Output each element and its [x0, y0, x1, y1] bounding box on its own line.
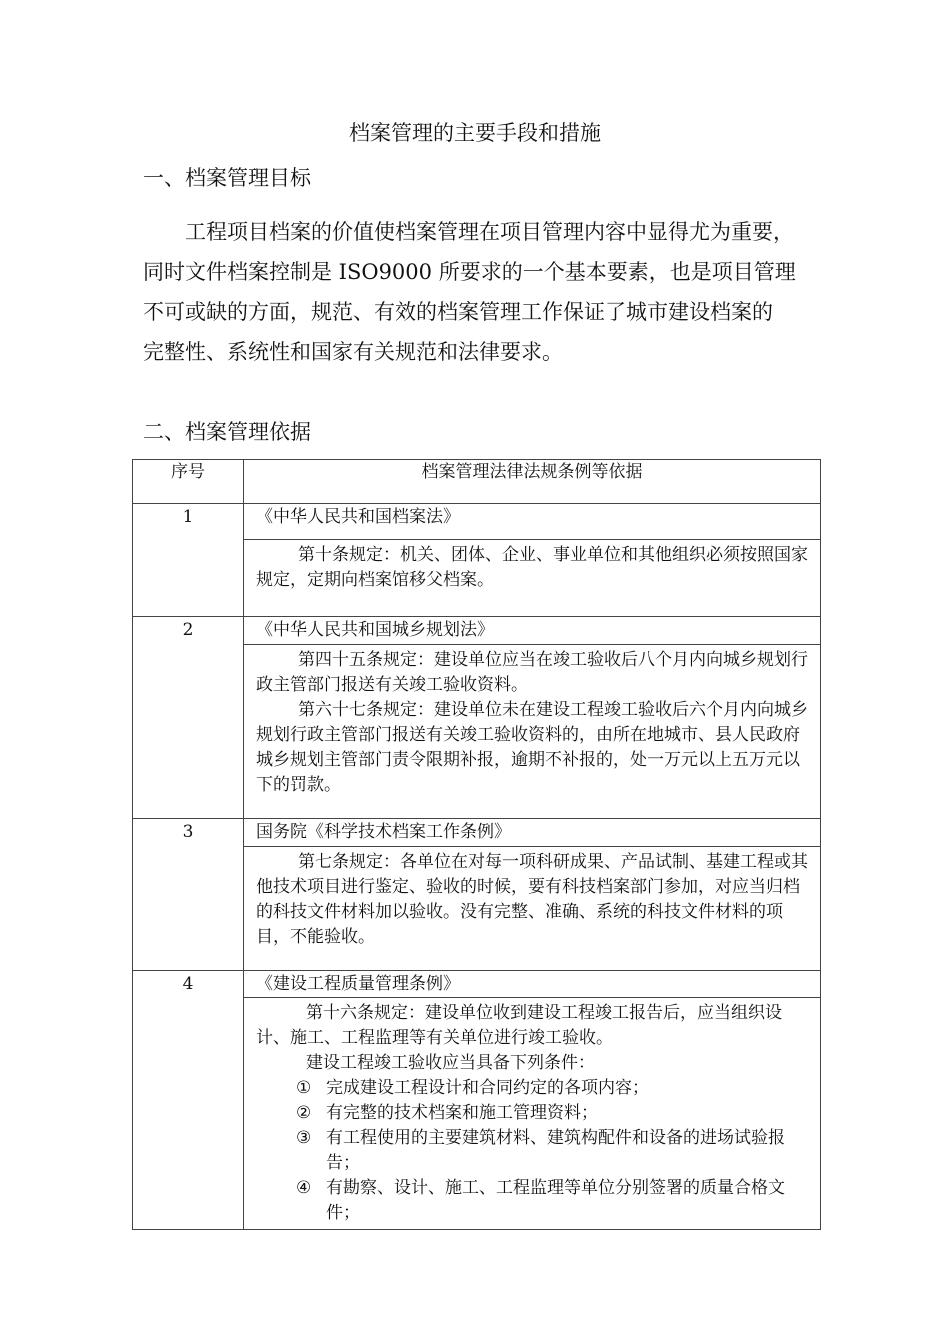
goals-paragraph [143, 212, 833, 372]
table-row [133, 617, 821, 645]
law-title: 《建设工程质量管理条例》 [244, 971, 821, 998]
list-marker: ② [296, 1103, 312, 1123]
section-heading-basis: 二、档案管理依据 [143, 420, 311, 444]
goals-line: 工程项目档案的价值使档案管理在项目管理内容中显得尤为重要， [185, 220, 794, 244]
table-row [133, 819, 821, 847]
law-title: 《中华人民共和国城乡规划法》 [244, 617, 821, 645]
table-header-row [133, 460, 821, 504]
row-number: 3 [133, 819, 244, 971]
goals-line: 同时文件档案控制是 ISO9000 所要求的一个基本要素，也是项目管理 [143, 260, 796, 284]
list-marker: ④ [296, 1178, 312, 1198]
list-item [256, 1176, 812, 1226]
law-content [244, 998, 821, 1230]
header-cell-basis: 档案管理法律法规条例等依据 [244, 460, 821, 504]
row-number: 2 [133, 617, 244, 819]
row-number: 4 [133, 971, 244, 1230]
goals-line: 不可或缺的方面，规范、有效的档案管理工作保证了城市建设档案的 [143, 300, 773, 324]
law-clause: 建设工程竣工验收应当具备下列条件： [306, 1053, 595, 1073]
regulations-table [132, 459, 821, 1230]
law-clause: 第四十五条规定：建设单位应当在竣工验收后八个月内向城乡规划行政主管部门报送有关竣工验收资料。 [256, 650, 808, 695]
law-content [244, 645, 821, 819]
law-content [244, 847, 821, 971]
law-clause: 第六十七条规定：建设单位未在建设工程竣工验收后六个月内向城乡规划行政主管部门报送有关竣工验收资料的，由所在地城市、县人民政府城乡规划主管部门责令限期补报，逾期不补报的，处一万元以上五万元以下的罚款。 [256, 700, 808, 795]
law-title: 《中华人民共和国档案法》 [244, 504, 821, 540]
list-text: 完成建设工程设计和合同约定的各项内容； [326, 1078, 649, 1098]
list-item [256, 1101, 812, 1126]
list-text: 有勘察、设计、施工、工程监理等单位分别签署的质量合格文件； [326, 1178, 785, 1223]
list-item [256, 1076, 812, 1101]
law-clause: 第十条规定：机关、团体、企业、事业单位和其他组织必须按照国家规定，定期向档案馆移父档案。 [256, 545, 808, 590]
section-heading-goals: 一、档案管理目标 [143, 166, 311, 190]
law-title: 国务院《科学技术档案工作条例》 [244, 819, 821, 847]
list-text: 有工程使用的主要建筑材料、建筑构配件和设备的进场试验报告； [326, 1128, 785, 1173]
list-marker: ① [296, 1078, 312, 1098]
law-clause: 第七条规定：各单位在对每一项科研成果、产品试制、基建工程或其他技术项目进行鉴定、验收的时候，要有科技档案部门参加，对应当归档的科技文件材料加以验收。没有完整、准确、系统的科技文件材料的项目，不能验收。 [256, 852, 808, 947]
header-cell-number: 序号 [133, 460, 244, 504]
list-item [256, 1126, 812, 1176]
goals-line: 完整性、系统性和国家有关规范和法律要求。 [143, 340, 563, 364]
table-row [133, 971, 821, 998]
row-number: 1 [133, 504, 244, 617]
law-clause: 第十六条规定：建设单位收到建设工程竣工报告后，应当组织设计、施工、工程监理等有关单位进行竣工验收。 [256, 1003, 782, 1048]
table-row [133, 504, 821, 540]
law-content [244, 540, 821, 617]
document-title: 档案管理的主要手段和措施 [349, 121, 601, 145]
list-text: 有完整的技术档案和施工管理资料； [326, 1103, 598, 1123]
list-marker: ③ [296, 1128, 312, 1148]
